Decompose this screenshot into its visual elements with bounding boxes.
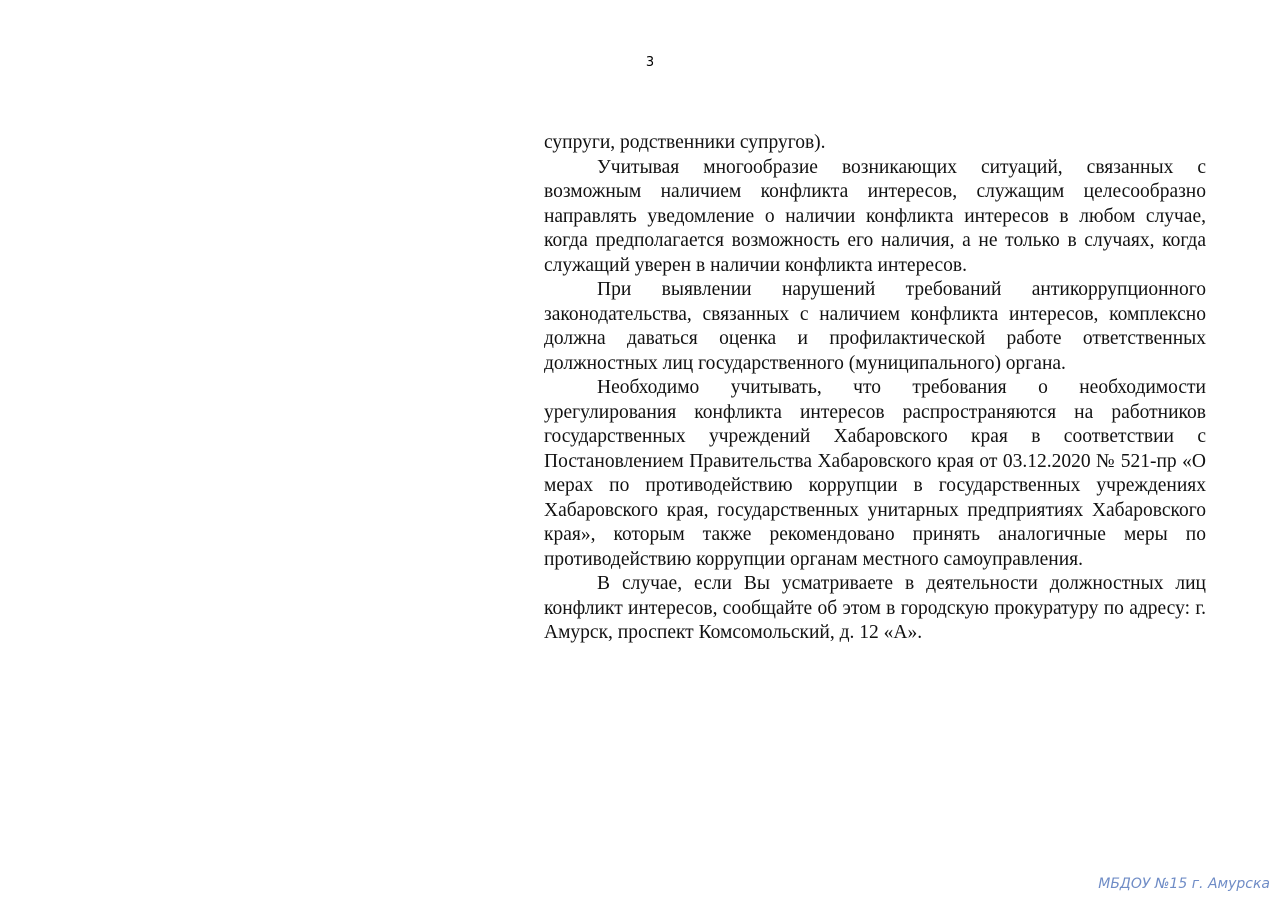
- paragraph-regulation-reference: Необходимо учитывать, что требования о необходимости урегулирования конфликта интересов распространяются на работников государственных учреждений Хабаровского края в соответствии с Постановлением Правительства Хабаровского края от 03.12.2020 № 521-пр «О мерах по противодействию коррупции в государственных учреждениях Хабаровского края, государственных унитарных предприятиях Хабаровского края», которым также рекомендовано принять аналогичные меры по противодействию коррупции органам местного самоуправления.: [544, 377, 1206, 570]
- paragraph-notification-recommendation: Учитывая многообразие возникающих ситуаций, связанных с возможным наличием конфликта интересов, служащим целесообразно направлять уведомление о наличии конфликта интересов в любом случае, когда предполагается возможность его наличия, а не только в случаях, когда служащий уверен в наличии конфликта интересов.: [544, 156, 1206, 276]
- paragraph-prosecutor-contact: В случае, если Вы усматриваете в деятельности должностных лиц конфликт интересов, сообщайте об этом в городскую прокуратуру по адресу: г. Амурск, проспект Комсомольский, д. 12 «А».: [544, 573, 1206, 643]
- paragraph-violations-assessment: При выявлении нарушений требований антикоррупционного законодательства, связанных с наличием конфликта интересов, комплексно должна даваться оценка и профилактической работе ответственных должностных лиц государственного (муниципального) органа.: [544, 279, 1206, 374]
- paragraph-continuation: супруги, родственники супругов).: [544, 132, 826, 153]
- site-watermark: МБДОУ №15 г. Амурска: [1098, 876, 1270, 892]
- document-body: [544, 131, 1206, 646]
- page-number: 3: [645, 55, 655, 70]
